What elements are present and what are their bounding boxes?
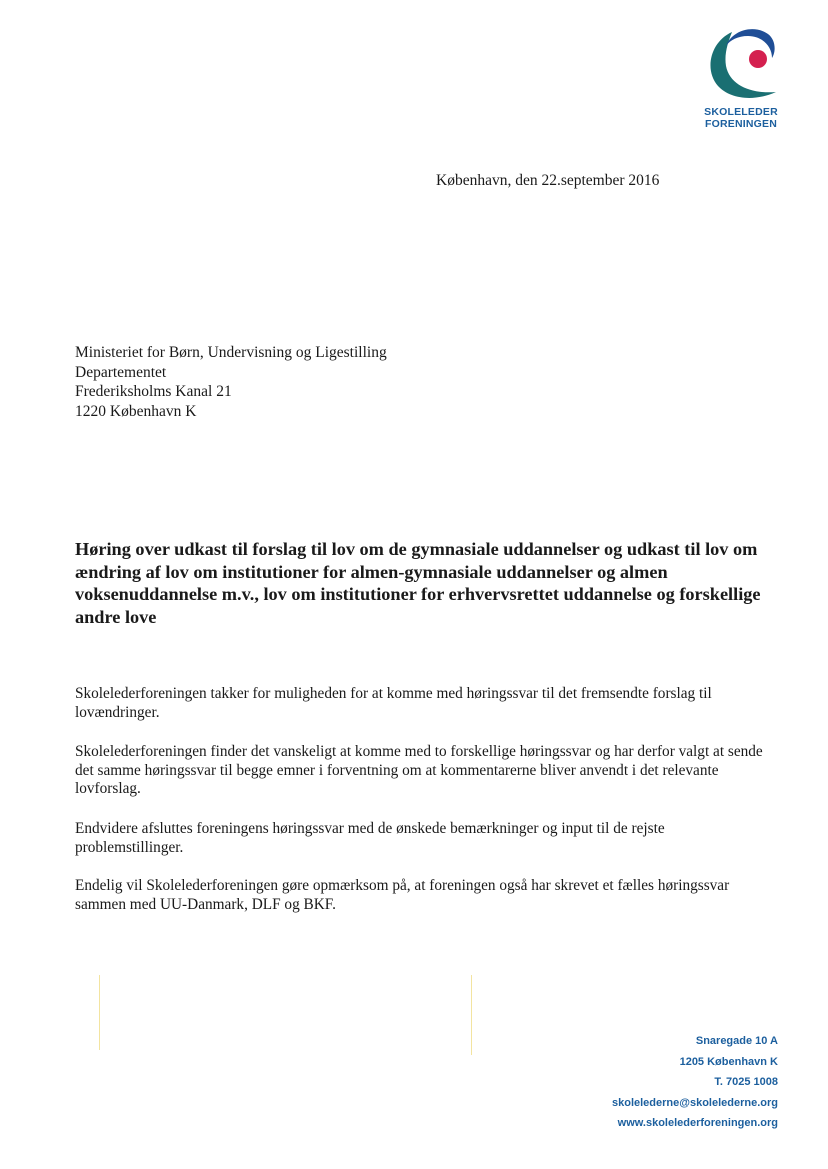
- letter-date: København, den 22.september 2016: [436, 172, 660, 189]
- recipient-address: [75, 343, 387, 421]
- recipient-line-2: Departementet: [75, 363, 167, 381]
- logo-wordmark: [696, 106, 786, 130]
- scan-artifact-line: [99, 975, 100, 1050]
- contact-footer: [612, 1031, 778, 1134]
- scan-artifact-line: [471, 975, 472, 1055]
- logo-mark-icon: [702, 22, 780, 104]
- footer-phone: T. 7025 1008: [714, 1076, 778, 1088]
- recipient-line-4: 1220 København K: [75, 402, 197, 420]
- footer-website: www.skolelederforeningen.org: [617, 1117, 778, 1129]
- body-paragraph-2: Skolelederforeningen finder det vanskeligt at komme med to forskellige høringssvar og har derfor valgt at sende det samme høringssvar til begge emner i forventning om at kommentarerne bliver anvendt i det relevante lovforslag.: [75, 743, 763, 797]
- logo-line-1: SKOLELEDER: [704, 106, 778, 118]
- body-paragraph-3: Endvidere afsluttes foreningens høringssvar med de ønskede bemærkninger og input til de rejste problemstillinger.: [75, 820, 665, 856]
- recipient-line-3: Frederiksholms Kanal 21: [75, 383, 232, 400]
- footer-city: 1205 København K: [679, 1055, 778, 1068]
- body-paragraph-4: Endelig vil Skolelederforeningen gøre opmærksom på, at foreningen også har skrevet et fælles høringssvar sammen med UU-Danmark, DLF og BKF.: [75, 877, 730, 913]
- logo-blue-arc: [726, 29, 775, 58]
- logo-line-2: FORENINGEN: [704, 118, 777, 130]
- recipient-line-1: Ministeriet for Børn, Undervisning og Ligestilling: [75, 344, 387, 361]
- letter-subject: Høring over udkast til forslag til lov om de gymnasiale uddannelser og udkast til lov om ændring af lov om institutioner for almen-gymnasiale uddannelser og almen voksenuddannelse m.v., lov om institutioner for erhvervsrettet uddannelse og forskellige andre love: [75, 539, 761, 627]
- footer-email: skolelederne@skolelederne.org: [611, 1096, 778, 1109]
- footer-street: Snaregade 10 A: [695, 1035, 778, 1047]
- body-paragraph-1: Skolelederforeningen takker for muligheden for at komme med høringssvar til det fremsendte forslag til lovændringer.: [75, 685, 712, 721]
- logo-red-dot: [749, 50, 767, 68]
- organization-logo: [696, 22, 786, 134]
